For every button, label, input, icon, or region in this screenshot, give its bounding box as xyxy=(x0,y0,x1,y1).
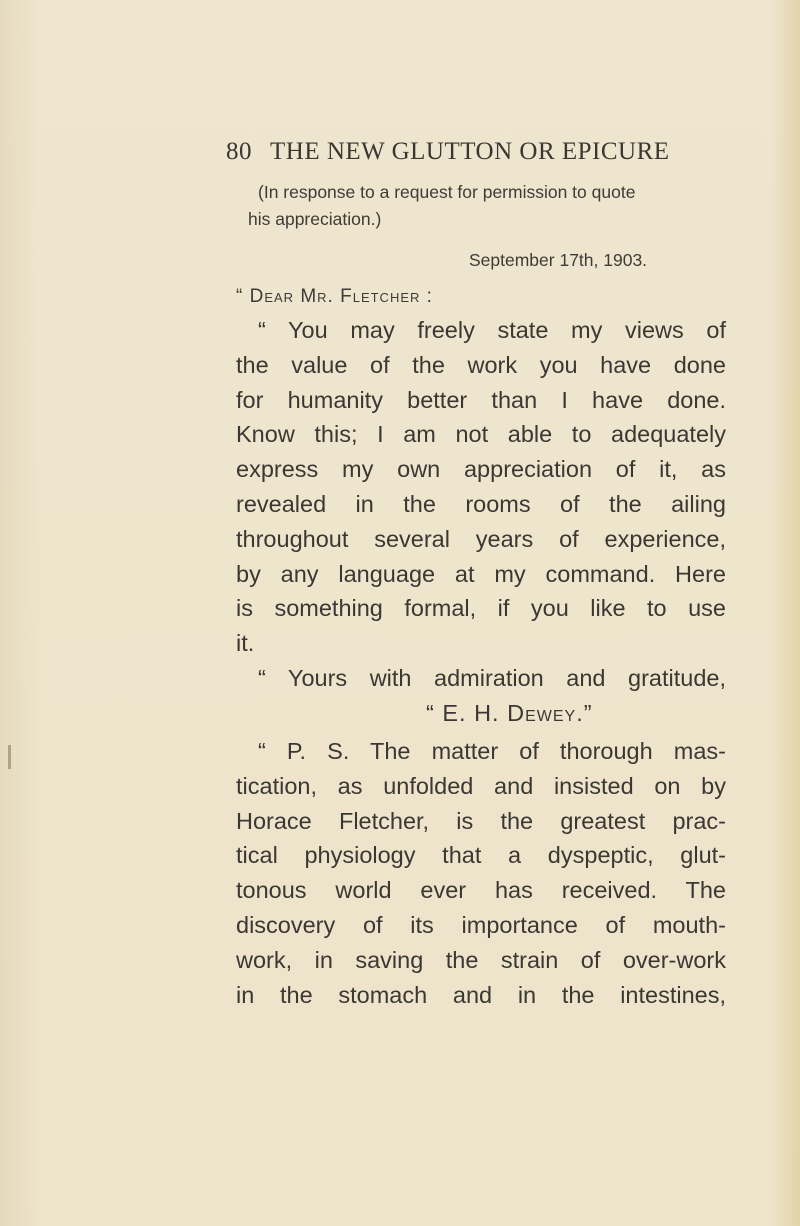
salutation: “ Dear Mr. Fletcher : xyxy=(236,286,433,307)
ps-line: tonous world ever has received. The xyxy=(236,877,726,904)
letter-line: is something formal, if you like to use xyxy=(236,595,726,622)
page-edge-mark xyxy=(8,745,11,769)
running-title: THE NEW GLUTTON OR EPICURE xyxy=(270,138,670,165)
ps-line: Horace Fletcher, is the greatest prac- xyxy=(236,807,726,834)
letter-line: express my own appreciation of it, as xyxy=(236,456,726,483)
page-number: 80 xyxy=(226,138,252,165)
signature: “ E. H. Dewey.” xyxy=(426,699,593,726)
letter-line: it. xyxy=(236,630,255,657)
ps-line: tication, as unfolded and insisted on by xyxy=(236,772,726,799)
running-header xyxy=(226,138,746,166)
ps-line: tical physiology that a dyspeptic, glut- xyxy=(236,842,726,869)
letter-date: September 17th, 1903. xyxy=(469,250,648,270)
closing-line: “ Yours with admiration and gratitude, xyxy=(258,664,726,691)
ps-line: discovery of its importance of mouth- xyxy=(236,911,726,938)
note-line: his appreciation.) xyxy=(248,209,382,229)
letter-line: by any language at my command. Here xyxy=(236,560,726,587)
note-line: (In response to a request for permission to quote xyxy=(258,182,636,202)
letter-line: “ You may freely state my views of xyxy=(258,317,726,343)
ps-line: in the stomach and in the intestines, xyxy=(236,981,726,1008)
ps-line: work, in saving the strain of over-work xyxy=(236,946,726,973)
letter-line: the value of the work you have done xyxy=(236,351,726,378)
editorial-note xyxy=(248,179,688,233)
letter-line: for humanity better than I have done. xyxy=(236,386,726,413)
letter-line: revealed in the rooms of the ailing xyxy=(236,490,726,517)
postscript xyxy=(236,734,726,1012)
ps-line: “ P. S. The matter of thorough mas- xyxy=(258,738,726,764)
letter-line: throughout several years of experience, xyxy=(236,525,726,552)
letter-body xyxy=(236,313,726,731)
letter-line: Know this; I am not able to adequately xyxy=(236,421,726,448)
